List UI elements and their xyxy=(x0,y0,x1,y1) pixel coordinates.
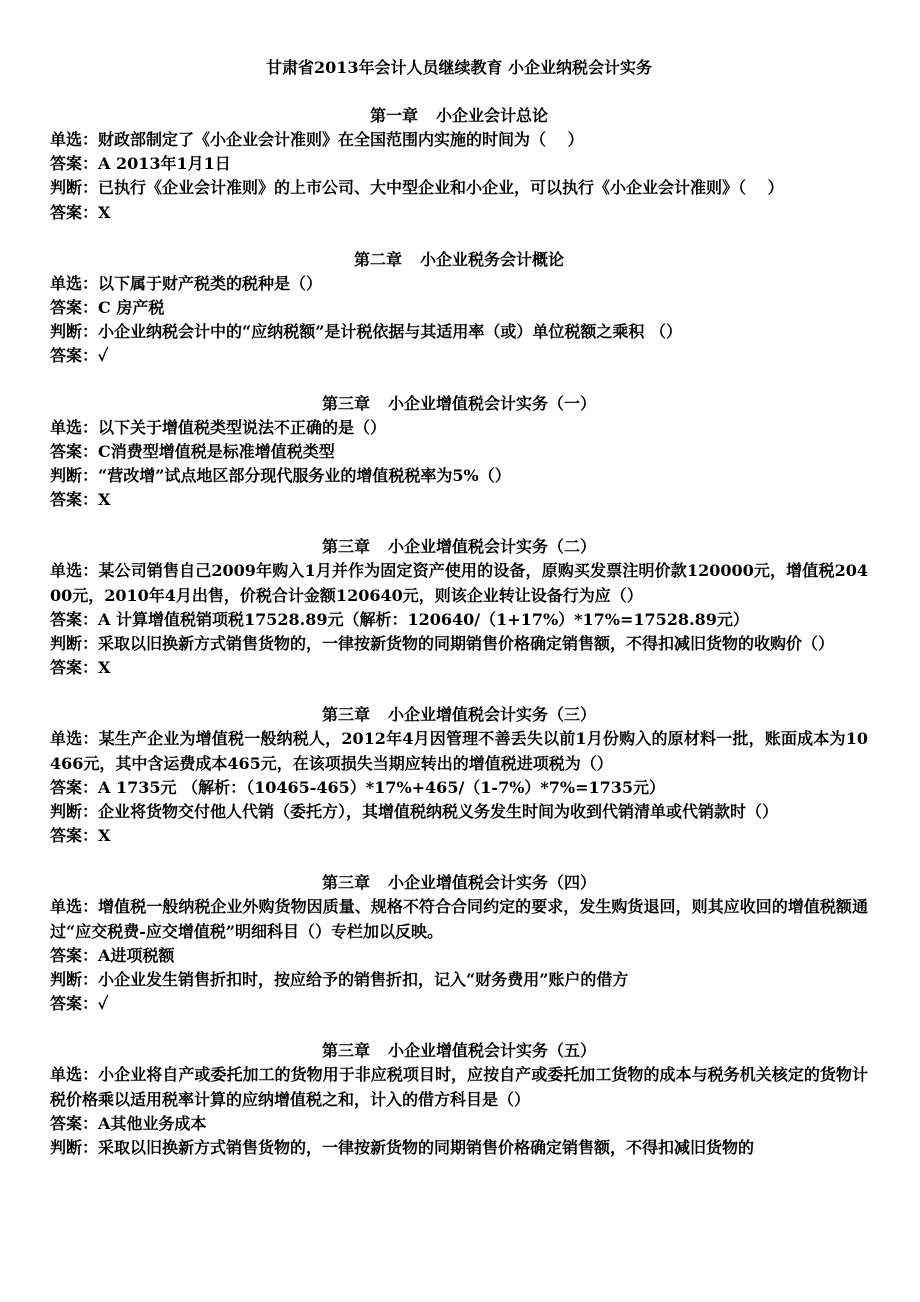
line-label: 答案： xyxy=(50,777,99,797)
line-text: 采取以旧换新方式销售货物的，一律按新货物的同期销售价格确定销售额，不得扣减旧货物的 xyxy=(98,1138,755,1158)
line-label: 单选： xyxy=(50,897,99,917)
qa-line xyxy=(50,944,868,968)
line-text: A 计算增值税销项税17528.89元（解析：120640/（1+17%）*17%=17528.89元） xyxy=(98,609,749,629)
line-label: 判断： xyxy=(50,802,99,822)
line-text: 小企业将自产或委托加工的货物用于非应税项目时，应按自产或委托加工货物的成本与税务机关核定的货物计税价格乘以适用税率计算的应纳增值税之和，计入的借方科目是（） xyxy=(50,1065,868,1109)
chapter-section xyxy=(50,392,868,513)
line-label: 答案： xyxy=(50,945,99,965)
line-label: 答案： xyxy=(50,1113,99,1133)
qa-line xyxy=(50,272,868,296)
line-text: 财政部制定了《小企业会计准则》在全国范围内实施的时间为（ ） xyxy=(98,130,584,149)
chapter-name: 小企业增值税会计实务（二） xyxy=(388,537,597,557)
chapter-number: 第三章 xyxy=(321,705,370,725)
qa-line xyxy=(50,464,868,488)
line-label: 单选： xyxy=(50,273,99,293)
chapter-name: 小企业增值税会计实务（四） xyxy=(388,873,597,893)
line-label: 判断： xyxy=(50,178,99,198)
chapter-section xyxy=(50,248,868,369)
qa-line xyxy=(50,488,868,512)
qa-line xyxy=(50,895,868,943)
line-text: 已执行《企业会计准则》的上市公司、大中型企业和小企业，可以执行《小企业会计准则》（ ） xyxy=(98,178,784,198)
line-text: X xyxy=(98,826,111,846)
chapter-number: 第三章 xyxy=(321,537,370,557)
line-text: 小企业发生销售折扣时，按应给予的销售折扣，记入“财务费用”账户的借方 xyxy=(98,970,629,990)
line-label: 判断： xyxy=(50,466,99,486)
chapter-title xyxy=(50,248,868,272)
qa-line xyxy=(50,344,868,368)
line-label: 答案： xyxy=(50,202,99,222)
line-text: 某公司销售自己2009年购入1月并作为固定资产使用的设备，原购买发票注明价款120000元，增值税20400元，2010年4月出售，价税合计金额120640元，则该企业转让设备行为应（） xyxy=(50,561,868,605)
line-label: 答案： xyxy=(50,490,99,510)
qa-line xyxy=(50,1136,868,1160)
line-label: 判断： xyxy=(50,1138,99,1158)
chapter-number: 第二章 xyxy=(353,249,402,269)
chapter-title xyxy=(50,1039,868,1063)
chapter-section xyxy=(50,535,868,680)
chapter-title xyxy=(50,104,868,128)
line-text: A 1735元 （解析：（10465-465）*17%+465/（1-7%）*7%=1735元） xyxy=(98,777,666,797)
line-text: 以下属于财产税类的税种是（） xyxy=(98,273,323,293)
qa-line xyxy=(50,608,868,632)
line-text: X xyxy=(98,490,111,510)
chapter-section xyxy=(50,1039,868,1160)
chapter-name: 小企业增值税会计实务（五） xyxy=(388,1041,597,1061)
chapter-name: 小企业增值税会计实务（一） xyxy=(388,393,597,413)
line-label: 判断： xyxy=(50,322,99,342)
line-label: 答案： xyxy=(50,826,99,846)
qa-line xyxy=(50,727,868,775)
qa-line xyxy=(50,416,868,440)
line-label: 答案： xyxy=(50,658,99,678)
line-text: X xyxy=(98,658,111,678)
qa-line xyxy=(50,320,868,344)
chapter-title xyxy=(50,703,868,727)
line-text: A其他业务成本 xyxy=(98,1113,207,1133)
qa-line xyxy=(50,152,868,176)
line-label: 答案： xyxy=(50,441,99,461)
qa-line xyxy=(50,968,868,992)
qa-line xyxy=(50,440,868,464)
line-label: 答案： xyxy=(50,609,99,629)
chapter-number: 第三章 xyxy=(321,393,370,413)
line-label: 答案： xyxy=(50,994,99,1014)
line-text: A 2013年1月1日 xyxy=(98,154,231,174)
line-label: 答案： xyxy=(50,298,99,318)
line-label: 答案： xyxy=(50,346,99,366)
chapter-name: 小企业增值税会计实务（三） xyxy=(388,705,597,725)
line-label: 单选： xyxy=(50,417,99,437)
line-text: 某生产企业为增值税一般纳税人，2012年4月因管理不善丢失以前1月份购入的原材料一批，账面成本为10466元，其中含运费成本465元，在该项损失当期应转出的增值税进项税为（） xyxy=(50,729,868,773)
qa-line xyxy=(50,128,868,152)
chapter-number: 第三章 xyxy=(321,873,370,893)
line-label: 单选： xyxy=(50,561,99,581)
line-text: 企业将货物交付他人代销（委托方），其增值税纳税义务发生时间为收到代销清单或代销款时（） xyxy=(98,802,779,822)
qa-line xyxy=(50,800,868,824)
qa-line xyxy=(50,201,868,225)
line-label: 单选： xyxy=(50,1065,99,1085)
line-text: ✓ xyxy=(98,994,109,1014)
line-text: “营改增”试点地区部分现代服务业的增值税税率为5%（） xyxy=(98,466,511,486)
qa-line xyxy=(50,559,868,607)
qa-line xyxy=(50,776,868,800)
chapter-number: 第一章 xyxy=(369,106,418,125)
chapter-section xyxy=(50,871,868,1016)
line-label: 判断： xyxy=(50,970,99,990)
line-text: 以下关于增值税类型说法不正确的是（） xyxy=(98,417,387,437)
line-text: X xyxy=(98,202,111,222)
line-text: C消费型增值税是标准增值税类型 xyxy=(98,441,335,461)
line-label: 单选： xyxy=(50,130,99,149)
line-text: 增值税一般纳税企业外购货物因质量、规格不符合合同约定的要求，发生购货退回，则其应收回的增值税额通过“应交税费-应交增值税”明细科目（）专栏加以反映。 xyxy=(50,897,868,941)
chapter-number: 第三章 xyxy=(321,1041,370,1061)
qa-line xyxy=(50,824,868,848)
chapter-name: 小企业会计总论 xyxy=(436,106,549,125)
chapter-title xyxy=(50,392,868,416)
chapter-title xyxy=(50,535,868,559)
qa-line xyxy=(50,1112,868,1136)
qa-line xyxy=(50,296,868,320)
qa-line xyxy=(50,176,868,200)
document-title: 甘肃省2013年会计人员继续教育 小企业纳税会计实务 xyxy=(265,58,653,77)
qa-line xyxy=(50,656,868,680)
line-text: 小企业纳税会计中的“应纳税额”是计税依据与其适用率（或）单位税额之乘积 （） xyxy=(98,322,682,342)
line-label: 单选： xyxy=(50,729,99,749)
chapter-section xyxy=(50,703,868,848)
line-text: ✓ xyxy=(98,346,109,366)
line-text: C 房产税 xyxy=(98,298,165,318)
chapter-title xyxy=(50,871,868,895)
qa-line xyxy=(50,1063,868,1111)
chapter-name: 小企业税务会计概论 xyxy=(420,249,565,269)
line-label: 判断： xyxy=(50,634,99,654)
chapter-section xyxy=(50,104,868,225)
chapter-list xyxy=(50,104,868,1160)
line-text: A进项税额 xyxy=(98,945,175,965)
line-text: 采取以旧换新方式销售货物的，一律按新货物的同期销售价格确定销售额，不得扣减旧货物的收购价（） xyxy=(98,634,835,654)
qa-line xyxy=(50,632,868,656)
qa-line xyxy=(50,992,868,1016)
line-label: 答案： xyxy=(50,154,99,174)
